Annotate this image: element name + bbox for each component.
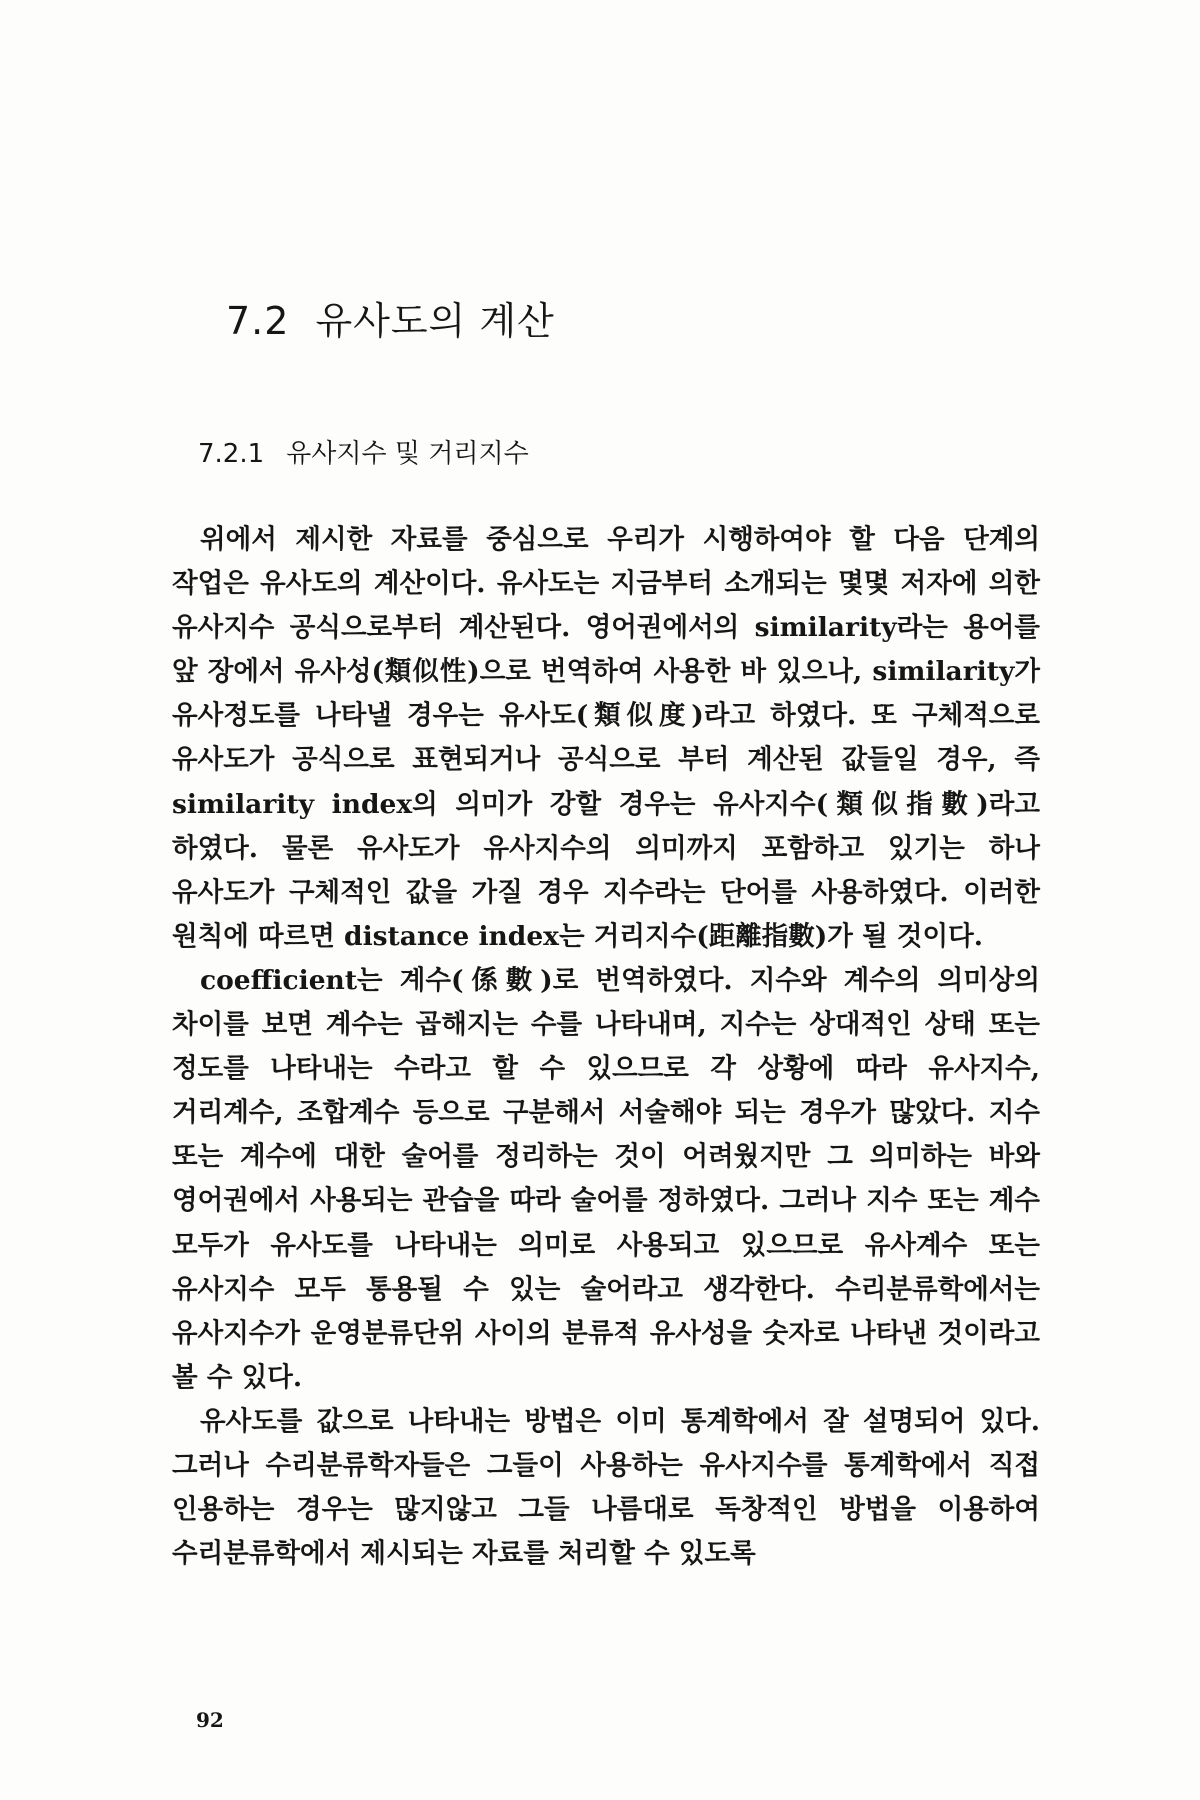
subsection-title-text: 유사지수 및 거리지수	[286, 439, 529, 469]
subsection-number: 7.2.1	[198, 439, 265, 469]
section-title-text: 유사도의 계산	[315, 299, 555, 343]
section-heading	[226, 290, 555, 345]
body-text	[172, 518, 1040, 1576]
paragraph-1: 위에서 제시한 자료를 중심으로 우리가 시행하여야 할 다음 단계의 작업은 유사도의 계산이다. 유사도는 지금부터 소개되는 몇몇 저자에 의한 유사지수 공식으로부터 계산된다. 영어권에서의 similarity라는 용어를 앞 장에서 유사성(類似性)으로 번역하여 사용한 바 있으나, similarity가 유사정도를 나타낼 경우는 유사도(類似度)라고 하였다. 또 구체적으로 유사도가 공식으로 표현되거나 공식으로 부터 계산된 값들일 경우, 즉 similarity index의 의미가 강할 경우는 유사지수(類似指數)라고 하였다. 물론 유사도가 유사지수의 의미까지 포함하고 있기는 하나 유사도가 구체적인 값을 가질 경우 지수라는 단어를 사용하였다. 이러한 원칙에 따르면 distance index는 거리지수(距離指數)가 될 것이다.	[172, 524, 1040, 952]
paragraph-3: 유사도를 값으로 나타내는 방법은 이미 통계학에서 잘 설명되어 있다. 그러나 수리분류학자들은 그들이 사용하는 유사지수를 통계학에서 직접 인용하는 경우는 많지않고 그들 나름대로 독창적인 방법을 이용하여 수리분류학에서 제시되는 자료를 처리할 수 있도록	[172, 1405, 1040, 1570]
subsection-heading	[198, 433, 529, 470]
section-number: 7.2	[226, 299, 290, 343]
paragraph-2: coefficient는 계수(係數)로 번역하였다. 지수와 계수의 의미상의 차이를 보면 계수는 곱해지는 수를 나타내며, 지수는 상대적인 상태 또는 정도를 나타내는 수라고 할 수 있으므로 각 상황에 따라 유사지수, 거리계수, 조합계수 등으로 구분해서 서술해야 되는 경우가 많았다. 지수 또는 계수에 대한 술어를 정리하는 것이 어려웠지만 그 의미하는 바와 영어권에서 사용되는 관습을 따라 술어를 정하였다. 그러나 지수 또는 계수 모두가 유사도를 나타내는 의미로 사용되고 있으므로 유사계수 또는 유사지수 모두 통용될 수 있는 술어라고 생각한다. 수리분류학에서는 유사지수가 운영분류단위 사이의 분류적 유사성을 숫자로 나타낸 것이라고 볼 수 있다.	[172, 964, 1040, 1393]
page-number: 92	[196, 1708, 224, 1732]
